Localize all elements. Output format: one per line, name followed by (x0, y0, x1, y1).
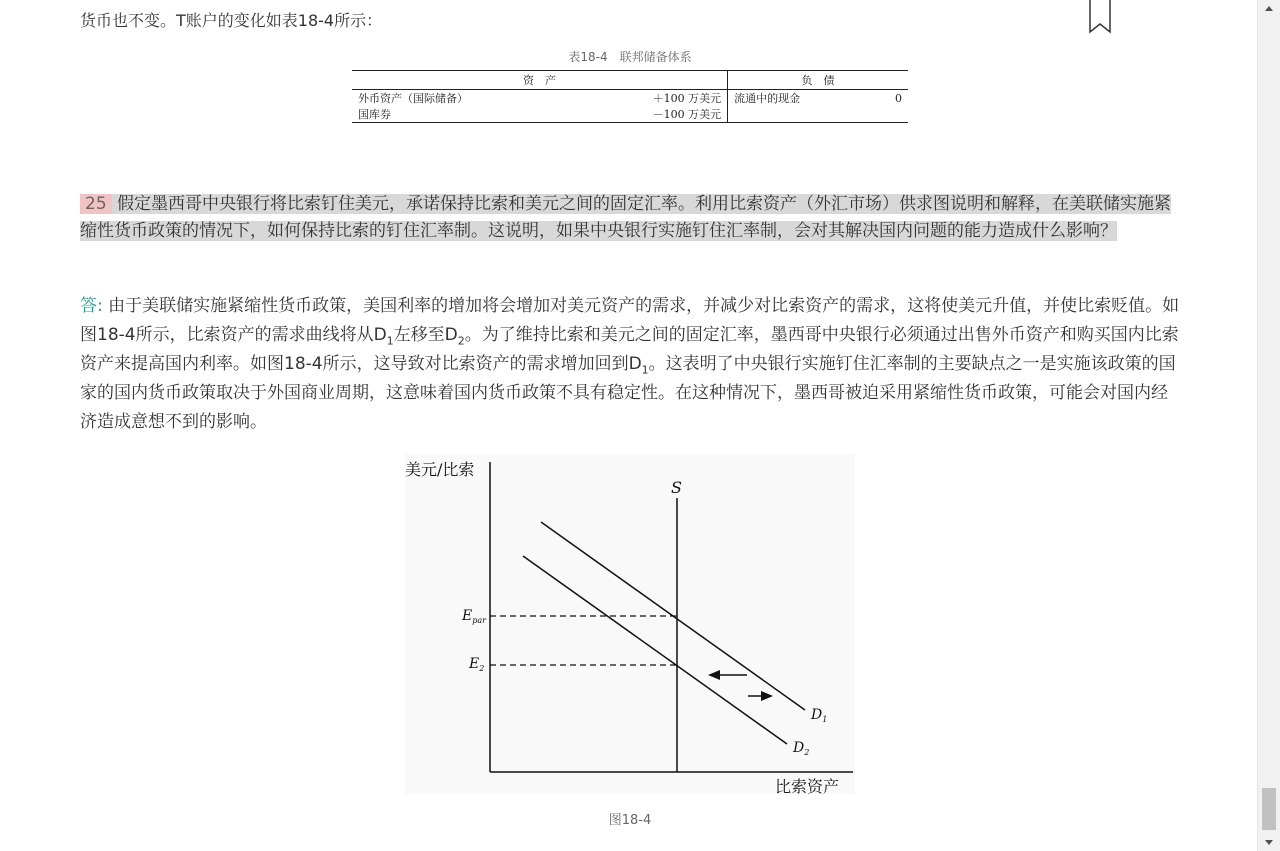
answer-sub-2: 2 (457, 334, 465, 348)
answer-label: 答: (80, 296, 103, 316)
liability-name: 流通中的现金 (728, 90, 873, 107)
arrow-down-icon[interactable] (1258, 833, 1280, 851)
vertical-scrollbar[interactable] (1257, 0, 1280, 851)
e2-label: $E_2$ (469, 656, 485, 673)
asset-name: 外币资产（国际储备） (358, 92, 468, 105)
table-caption: 表18-4 联邦储备体系 (568, 50, 692, 64)
answer-text-2: 左移至D (393, 325, 458, 345)
answer-text-1: 由于美联储实施紧缩性货币政策，美国利率的增加将会增加对美元资产的需求，并减少对比索资产的需求，这将使美元升值，并使比索贬值。如图18-4所示，比索资产的需求曲线将从D (80, 296, 1180, 345)
supply-demand-figure (405, 454, 855, 794)
y-axis-label: 美元/比索 (405, 460, 475, 479)
asset-value: ＋100 万美元 (652, 92, 722, 105)
asset-value: －100 万美元 (578, 106, 728, 123)
question-text: 假定墨西哥中央银行将比索钉住美元，承诺保持比索和美元之间的固定汇率。利用比索资产（外汇市场）供求图说明和解释，在美联储实施紧缩性货币政策的情况下，如何保持比索的钉住汇率制。这说明，如果中央银行实施钉住汇率制，会对其解决国内问题的能力造成什么影响？ (80, 194, 1172, 241)
liability-name (728, 106, 873, 123)
bookmark-icon[interactable] (1089, 0, 1111, 34)
answer-sub-1: 1 (386, 334, 394, 348)
t-account-table (352, 70, 908, 123)
scrollbar-thumb[interactable] (1262, 788, 1276, 830)
figure-caption: 图18-4 (608, 813, 652, 828)
asset-name: 国库券 (352, 106, 578, 123)
table-header-liabilities: 负 债 (728, 71, 908, 90)
supply-label: S (671, 478, 682, 497)
liability-value: 0 (895, 91, 902, 105)
arrow-up-icon[interactable] (1258, 0, 1280, 18)
d1-label: $D_1$ (811, 707, 828, 724)
answer-block (80, 292, 1180, 437)
question-block (80, 191, 1182, 245)
intro-text: 货币也不变。T账户的变化如表18-4所示： (80, 11, 383, 30)
epar-label: $E_{par}$ (462, 608, 486, 625)
answer-sub-3: 1 (641, 363, 649, 377)
d2-label: $D_2$ (793, 740, 810, 757)
table-row (352, 90, 908, 107)
question-number: 25 (80, 194, 112, 214)
answer-text-3: 。为了维持比索和美元之间的固定汇率，墨西哥中央银行必须通过出售外币资产和购买国内比索资产来提高国内利率。如图18-4所示，这导致对比索资产的需求增加回到D (80, 325, 1179, 374)
answer-text-4: 。这表明了中央银行实施钉住汇率制的主要缺点之一是实施该政策的国家的国内货币政策取决于外国商业周期，这意味着国内货币政策不具有稳定性。在这种情况下，墨西哥被迫采用紧缩性货币政策，可能会对国内经济造成意想不到的影响。 (80, 354, 1176, 432)
x-axis-label: 比索资产 (775, 777, 840, 794)
table-row (352, 106, 908, 123)
liability-value (873, 106, 908, 123)
table-header-assets: 资 产 (352, 71, 728, 90)
